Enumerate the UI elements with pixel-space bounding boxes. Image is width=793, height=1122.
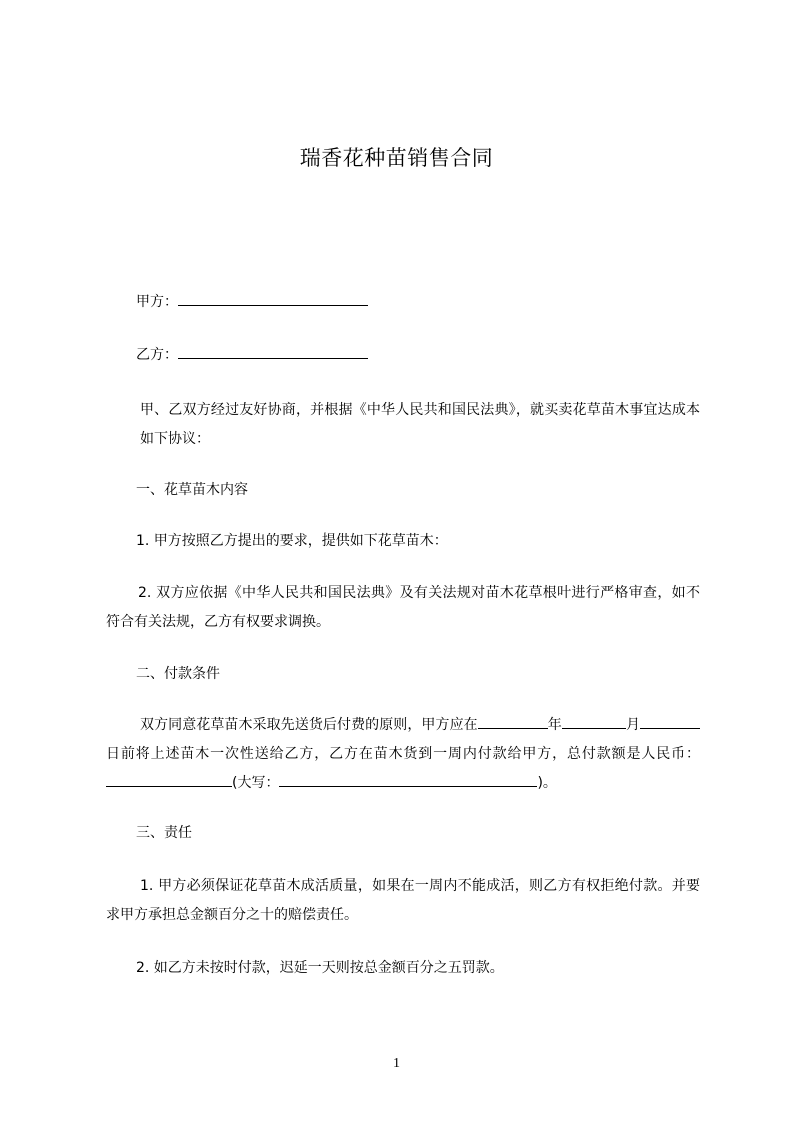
section2-text-part1: 双方同意花草苗木采取先送货后付费的原则，甲方应在 bbox=[140, 717, 478, 733]
party-b-blank bbox=[178, 344, 368, 359]
amount-blank bbox=[106, 772, 232, 787]
party-b-line bbox=[136, 344, 368, 365]
section2-year-label: 年 bbox=[547, 717, 562, 733]
intro-paragraph bbox=[106, 396, 700, 454]
section3-item1-text: 1. 甲方必须保证花草苗木成活质量，如果在一周内不能成活，则乙方有权拒绝付款。并要求甲方承担总金额百分之十的赔偿责任。 bbox=[106, 878, 700, 923]
amount-words-blank bbox=[279, 772, 537, 787]
document-title: 瑞香花种苗销售合同 bbox=[299, 146, 494, 170]
party-b-label: 乙方： bbox=[136, 347, 178, 363]
section3-item1 bbox=[106, 872, 700, 930]
day-blank bbox=[640, 714, 700, 729]
section2-paragraph bbox=[106, 711, 700, 798]
section2-end: )。 bbox=[537, 775, 557, 791]
page-number: 1 bbox=[393, 1056, 400, 1071]
party-a-label: 甲方： bbox=[136, 294, 178, 310]
section3-heading: 三、责任 bbox=[136, 825, 192, 841]
section1-item1: 1. 甲方按照乙方提出的要求，提供如下花草苗木： bbox=[136, 533, 448, 549]
party-a-line bbox=[136, 291, 368, 312]
party-a-blank bbox=[178, 291, 368, 306]
intro-text: 甲、乙双方经过友好协商，并根据《中华人民共和国民法典》，就买卖花草苗木事宜达成本如下协议： bbox=[140, 402, 700, 447]
section2-heading: 二、付款条件 bbox=[136, 666, 220, 682]
section2-big-label: (大写： bbox=[232, 775, 280, 791]
section2-month-label: 月 bbox=[625, 717, 641, 733]
section3-item2: 2. 如乙方未按时付款，迟延一天则按总金额百分之五罚款。 bbox=[136, 960, 504, 976]
section1-item2-text: 2. 双方应依据《中华人民共和国民法典》及有关法规对苗木花草根叶进行严格审查，如不符合有关法规，乙方有权要求调换。 bbox=[106, 585, 700, 630]
year-blank bbox=[478, 714, 548, 729]
section1-heading: 一、花草苗木内容 bbox=[136, 482, 248, 498]
section1-item2 bbox=[106, 579, 700, 637]
section2-text-part2: 日前将上述苗木一次性送给乙方，乙方在苗木货到一周内付款给甲方，总付款额是人民币： bbox=[106, 746, 700, 762]
month-blank bbox=[562, 714, 626, 729]
